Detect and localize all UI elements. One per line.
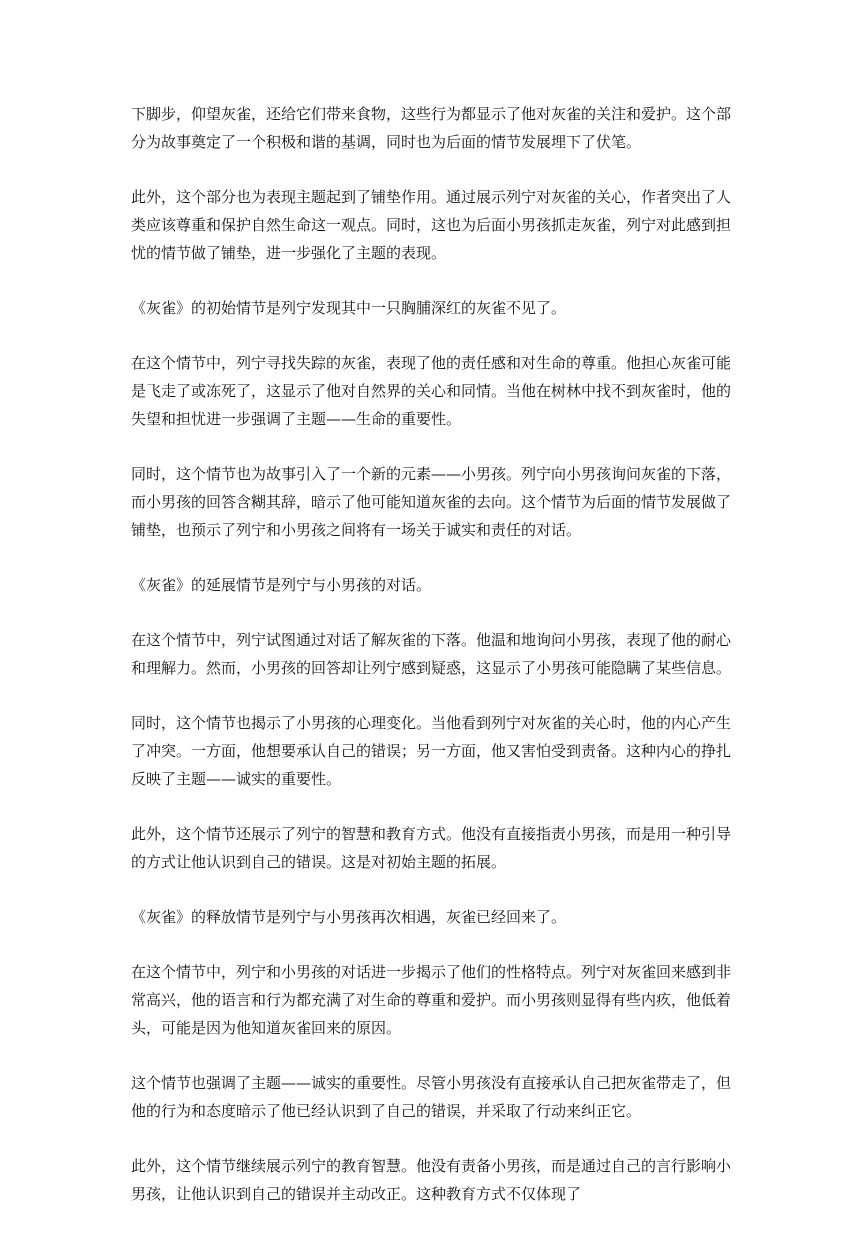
paragraph: 《灰雀》的延展情节是列宁与小男孩的对话。 bbox=[131, 576, 432, 594]
paragraph: 这个情节也强调了主题——诚实的重要性。尽管小男孩没有直接承认自己把灰雀带走了，但他的行为和态度暗示了他已经认识到了自己的错误，并采取了行动来纠正它。 bbox=[131, 1074, 732, 1120]
paragraph: 此外，这个情节还展示了列宁的智慧和教育方式。他没有直接指责小男孩，而是用一种引导的方式让他认识到自己的错误。这是对初始主题的拓展。 bbox=[131, 825, 732, 871]
paragraph: 此外，这个部分也为表现主题起到了铺垫作用。通过展示列宁对灰雀的关心，作者突出了人类应该尊重和保护自然生命这一观点。同时，这也为后面小男孩抓走灰雀，列宁对此感到担忧的情节做了铺垫，进一步强化了主题的表现。 bbox=[131, 188, 732, 262]
document-body bbox=[131, 100, 731, 1235]
paragraph: 同时，这个情节也揭示了小男孩的心理变化。当他看到列宁对灰雀的关心时，他的内心产生了冲突。一方面，他想要承认自己的错误；另一方面，他又害怕受到责备。这种内心的挣扎反映了主题——诚实的重要性。 bbox=[131, 714, 732, 788]
paragraph: 在这个情节中，列宁寻找失踪的灰雀，表现了他的责任感和对生命的尊重。他担心灰雀可能是飞走了或冻死了，这显示了他对自然界的关心和同情。当他在树林中找不到灰雀时，他的失望和担忧进一步强调了主题——生命的重要性。 bbox=[131, 354, 732, 428]
paragraph: 《灰雀》的释放情节是列宁与小男孩再次相遇，灰雀已经回来了。 bbox=[131, 908, 567, 926]
paragraph: 《灰雀》的初始情节是列宁发现其中一只胸脯深红的灰雀不见了。 bbox=[131, 299, 567, 317]
paragraph: 同时，这个情节也为故事引入了一个新的元素——小男孩。列宁向小男孩询问灰雀的下落，而小男孩的回答含糊其辞，暗示了他可能知道灰雀的去向。这个情节为后面的情节发展做了铺垫，也预示了列宁和小男孩之间将有一场关于诚实和责任的对话。 bbox=[131, 465, 732, 539]
paragraph: 下脚步，仰望灰雀，还给它们带来食物，这些行为都显示了他对灰雀的关注和爱护。这个部分为故事奠定了一个积极和谐的基调，同时也为后面的情节发展埋下了伏笔。 bbox=[131, 105, 732, 151]
paragraph: 此外，这个情节继续展示列宁的教育智慧。他没有责备小男孩，而是通过自己的言行影响小男孩，让他认识到自己的错误并主动改正。这种教育方式不仅体现了 bbox=[131, 1157, 732, 1203]
paragraph: 在这个情节中，列宁试图通过对话了解灰雀的下落。他温和地询问小男孩，表现了他的耐心和理解力。然而，小男孩的回答却让列宁感到疑惑，这显示了小男孩可能隐瞒了某些信息。 bbox=[131, 631, 732, 677]
paragraph: 在这个情节中，列宁和小男孩的对话进一步揭示了他们的性格特点。列宁对灰雀回来感到非常高兴，他的语言和行为都充满了对生命的尊重和爱护。而小男孩则显得有些内疚，他低着头，可能是因为他知道灰雀回来的原因。 bbox=[131, 963, 732, 1037]
